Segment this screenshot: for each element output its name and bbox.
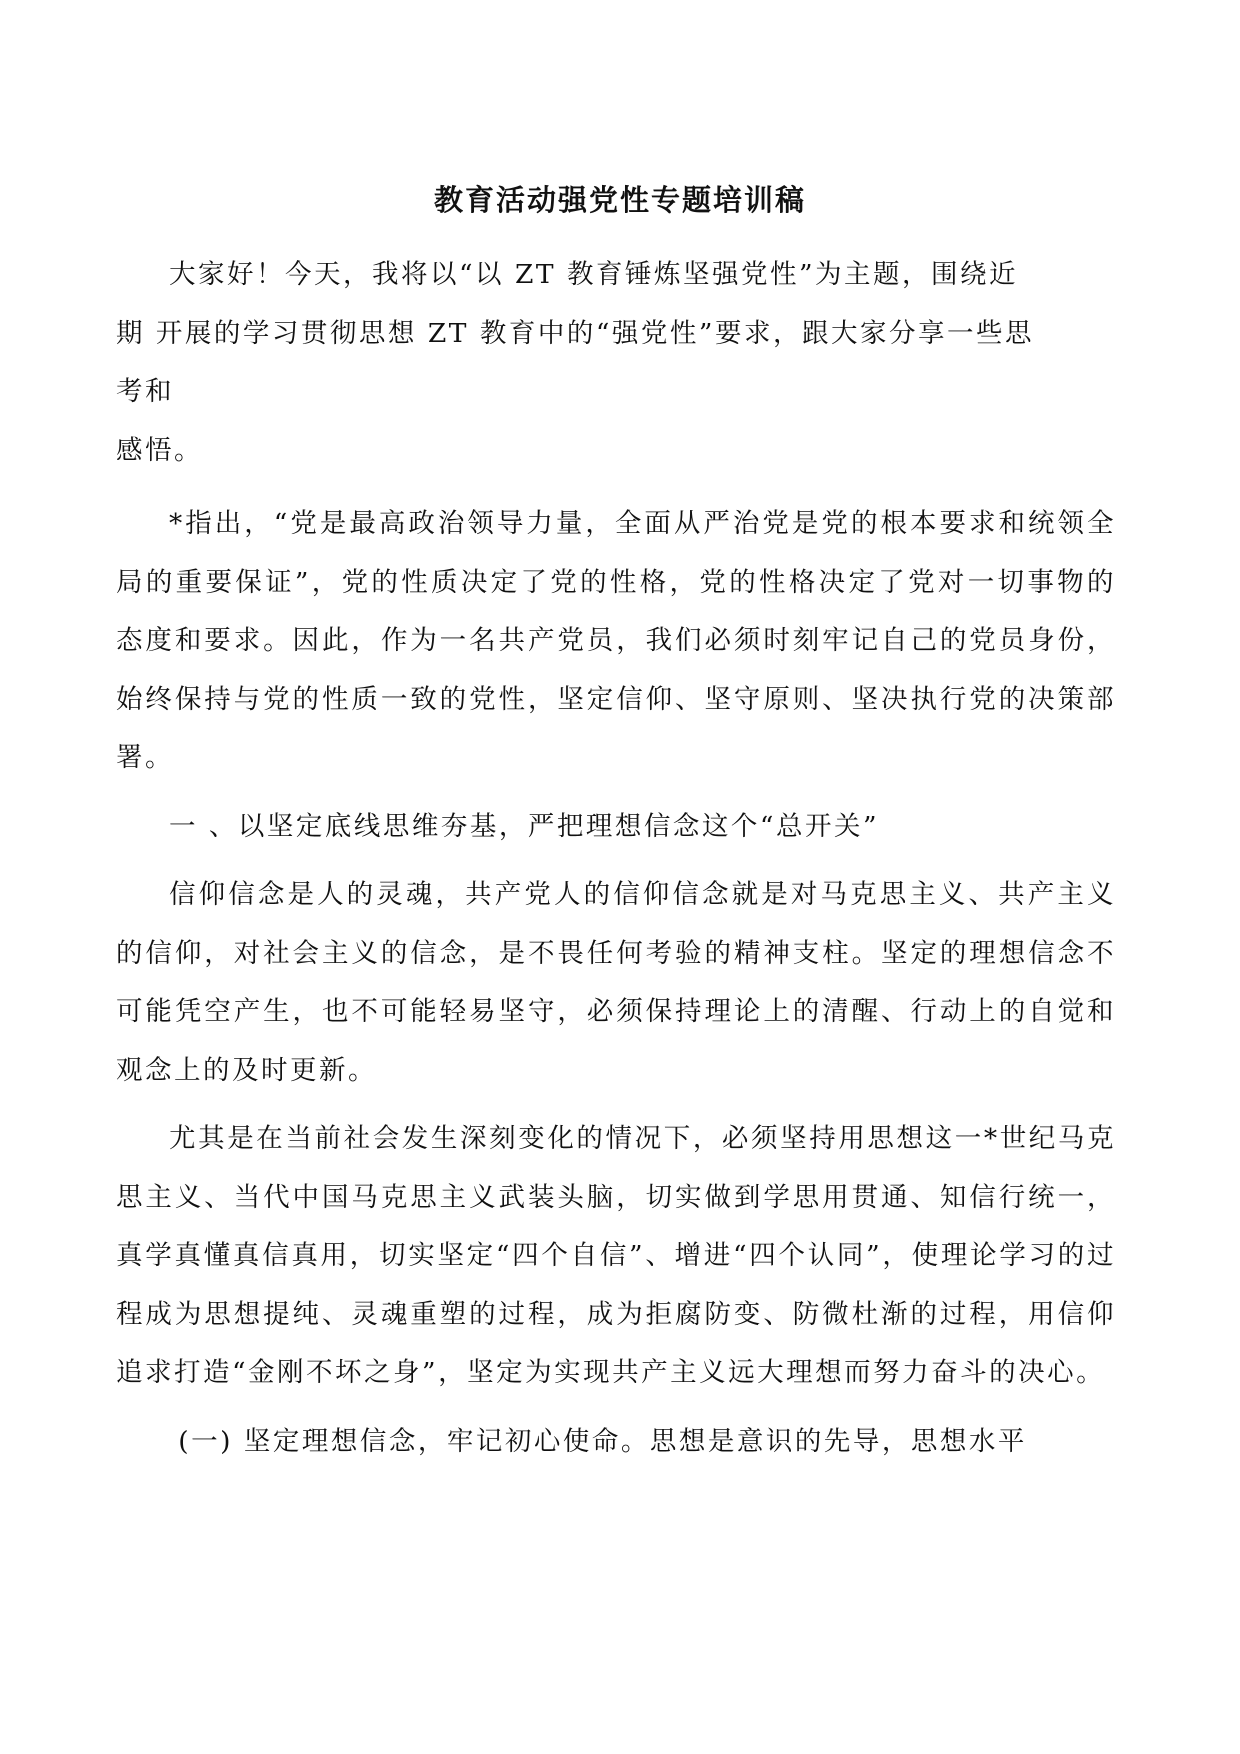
paragraph-party-nature: *指出，“党是最高政治领导力量，全面从严治党是党的根本要求和统领全局的重要保证”，党的性质决定了党的性格，党的性格决定了党对一切事物的态度和要求。因此，作为一名共产党员，我们必须时刻牢记自己的党员身份，始终保持与党的性质一致的党性，坚定信仰、坚守原则、坚决执行党的决策部署。 [116, 508, 1116, 773]
intro-paragraph [116, 246, 1116, 480]
paragraph-theory-study: 尤其是在当前社会发生深刻变化的情况下，必须坚持用思想这一*世纪马克思主义、当代中国马克思主义武装头脑，切实做到学思用贯通、知信行统一，真学真懂真信真用，切实坚定“四个自信”、增进“四个认同”，使理论学习的过程成为思想提纯、灵魂重塑的过程，成为拒腐防变、防微杜渐的过程，用信仰追求打造“金刚不坏之身”，坚定为实现共产主义远大理想而努力奋斗的决心。 [116, 1123, 1116, 1388]
intro-line-1: 大家好！今天，我将以“以 ZT 教育锤炼坚强党性”为主题，围绕近 [169, 259, 1019, 290]
intro-line-2: 期 开展的学习贯彻思想 ZT 教育中的“强党性”要求，跟大家分享一些思 [116, 317, 1034, 349]
section-heading-1: 一 、以坚定底线思维夯基，严把理想信念这个“总开关” [169, 810, 880, 842]
intro-line-3: 考和 [116, 376, 174, 407]
subsection-heading-1: (一) 坚定理想信念，牢记初心使命。思想是意识的先导，思想水平 [178, 1425, 1027, 1457]
intro-line-4: 感悟。 [116, 434, 203, 466]
document-body [116, 246, 1116, 1471]
paragraph-belief: 信仰信念是人的灵魂，共产党人的信仰信念就是对马克思主义、共产主义的信仰，对社会主义的信念，是不畏任何考验的精神支柱。坚定的理想信念不可能凭空产生，也不可能轻易坚守，必须保持理论上的清醒、行动上的自觉和观念上的及时更新。 [116, 879, 1116, 1086]
document-title: 教育活动强党性专题培训稿 [433, 183, 806, 217]
